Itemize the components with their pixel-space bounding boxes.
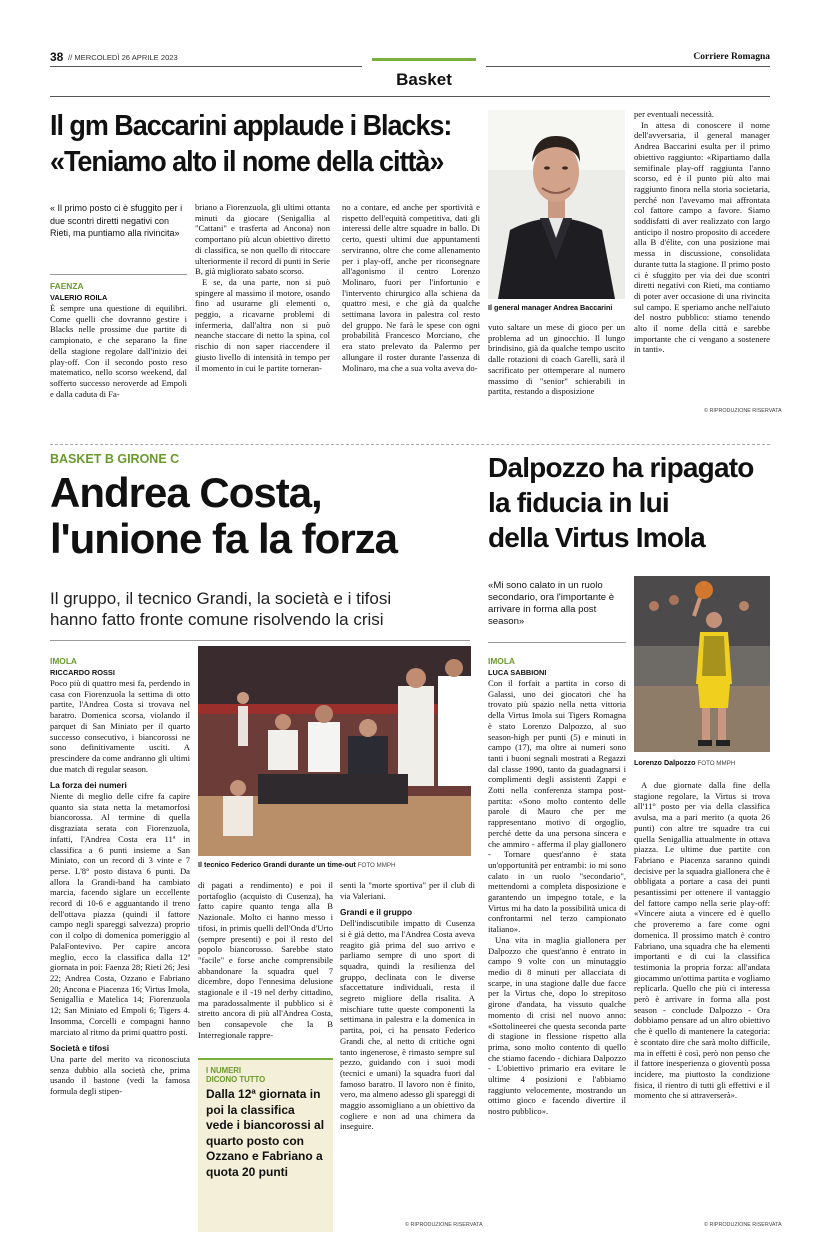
header-rule-right <box>486 66 770 67</box>
article2-subheading-group: Grandi e il gruppo <box>340 907 413 918</box>
article3-column-1: Con il forfait a partita in corso di Galassi, uno dei giocatori che ha trovato più spazio nella netta vittoria della Virtus Imola sui Tigers Romagna è stato Lorenzo Dalpozzo, al suo season-high per punti (5) e minuti in campo (17), ma oltre ai numeri sono tanti i buoni segnali mostrati a Regazzi dal classe 1990, tanto da guadagnarsi i complimenti degli assistenti Zappi e Zotti nella conferenza stampa post-partita: «Sono molto contento delle parole di Mauro che per me rappresentano motivo di orgoglio, perché dette da una persona sincera e che ammiro - afferma il play giallonero - Tornare quest'anno è stata un'opportunità per entrambi: io mi sono calato in un ruolo "secondario", mettendomi a completa disposizione e garantendo un impegno totale, e la Virtus mi ha dato la possibilità unica di confrontarmi nel terzo campionato italiano». Una vita in maglia giallonera per Dalpozzo che quest'anno è entrato in campo 9 volte con un minutaggio medio di 8 minuti per allacciata di scarpe, in una stagione dalle due facce per la Virtus che, dopo lo strepitoso girone d'andata, ha vissuto qualche momento di crisi nel nuovo anno: «Sottolineerei che questa seconda parte di stagione in flessione rispetto alla prima, sono molto contento di quello che stiamo facendo - dichiara Dalpozzo - L'obiettivo primario era evitare le ultime 4 posizioni e l'abbiamo raggiunto velocemente, mostrando un ottimo gioco e facendo divertire il nostro pubblico». <box>488 678 626 1117</box>
article2-location: IMOLA <box>50 656 77 666</box>
page-number: 38 <box>50 50 64 64</box>
numbers-box <box>198 1058 333 1232</box>
numbers-box-title: I NUMERI DICONO TUTTO <box>206 1066 266 1084</box>
article3-quote-rule <box>488 642 626 643</box>
article3-headline-line3: della Virtus Imola <box>488 522 705 553</box>
article1-column-4: vuto saltare un mese di gioco per un problema ad un ginocchio. Il lungo brindisino, già da qualche tempo uscito dalle rotazioni di coach Garelli, sarà il sacrificato per ottemperare al numero massimo di "senior" schierabili in partita, restando a disposizione <box>488 322 625 397</box>
article1-headline-line1: Il gm Baccarini applaude i Blacks: <box>50 110 452 142</box>
article2-headline-line2: l'unione fa la forza <box>50 515 398 562</box>
section-underline <box>50 96 770 97</box>
copyright-icon: © <box>405 1222 409 1228</box>
player-illustration <box>634 576 770 752</box>
article2-column-3: senti la "morte sportiva" per il club di via Valeriani. Grandi e il gruppo Dell'indiscutibile impatto di Cusenza si è già detto, ma l'Andrea Costa aveva reagito già prima del suo arrivo e parliamo sempre di uno sport di squadra, quindi la resilienza del gruppo, declinata con le diverse sfaccettature individuali, resta il segreto migliore della risalita. A mischiare tutte queste componenti la settimana in palestra e la domenica in partita, poi, ci ha pensato Federico Grandi che, al netto di critiche ogni tanto ingenerose, è rimasto sempre sul pezzo, guidando con i suoi modi (tecnici e umani) la squadra fuori dal famoso baratro. Il lavoro non è finito, vero, ma almeno adesso gli spareggi di maggio assomigliano a un obiettivo da cogliere e non ad una chimera da inseguire. <box>340 880 475 1132</box>
player-photo <box>634 576 770 752</box>
article3-quote: «Mi sono calato in un ruolo secondario, ora l'importante è arrivare in forma alla post season» <box>488 580 615 627</box>
copyright-icon: © <box>704 1222 708 1228</box>
article1-column-1: È sempre una questione di equilibri. Come quelli che dovranno gestire i Blacks nelle prossime due partite di campionato, e che separano la fine della stagione regolare dall'inizio dei play-off. Con il secondo posto reso matematico, nello scorso weekend, dal sofferto successo neroverde ad Empoli e dalla caduta di Fa- <box>50 303 187 399</box>
article3-location: IMOLA <box>488 656 515 666</box>
article3-headline <box>488 450 773 555</box>
article1-quote: « Il primo posto ci è sfuggito per i due scontri diretti negativi con Rieti, ma puntiamo alla rivincita» <box>50 203 183 238</box>
article1-author: VALERIO ROILA <box>50 293 108 302</box>
article3-photo-caption: Lorenzo Dalpozzo FOTO MMPH <box>634 758 736 767</box>
article1-location: FAENZA <box>50 281 84 291</box>
article3-headline-line2: la fiducia in lui <box>488 487 669 518</box>
article2-subheading-society: Società e tifosi <box>50 1043 110 1054</box>
article2-subheading-numbers: La forza dei numeri <box>50 780 127 791</box>
portrait-illustration <box>488 110 625 299</box>
numbers-box-text: Dalla 12ª giornata in poi la classifica vede i biancorossi al quarto posto con Ozzano e Fabriano a quota 20 punti <box>206 1087 325 1179</box>
article3-author: LUCA SABBIONI <box>488 668 547 677</box>
article2-kicker: BASKET B GIRONE C <box>50 452 180 466</box>
article2-copyright: © RIPRODUZIONE RISERVATA <box>405 1222 483 1228</box>
article-separator <box>50 444 770 446</box>
article2-author: RICCARDO ROSSI <box>50 668 115 677</box>
timeout-illustration <box>198 646 471 856</box>
article1-quote-rule <box>50 274 187 275</box>
article1-column-2: briano a Fiorenzuola, gli ultimi ottanta minuti da giocare (Senigallia al "Cattani" e trasferta ad Ancona) non comportano più alcun obiettivo diretto di classifica, se non quello di ritoccare ulteriormente il record di punti in Serie B, già migliorato sabato scorso. E se, da una parte, non si può spingere al massimo il motore, osando fino ad usurarne gli elementi o, peggio, a ricavarne problemi di infermeria, dall'altra non si può neanche staccare di netto la spina, col rischio di non saper riaccendere il giusto livello di intensità in tempo per il momento in cui le partite torneran- <box>195 202 330 373</box>
section-rule-green <box>372 58 476 61</box>
gm-portrait-photo <box>488 110 625 299</box>
article2-column-1: Poco più di quattro mesi fa, perdendo in casa con Fiorenzuola la settima di otto partite, l'Andrea Costa si trovava nel baratro. Domenica scorsa, violando il parquet di San Miniato per il quarto successo consecutivo, i biancorossi ne sono definitivamente usciti. A prescindere da come andranno gli ultimi due match di regular season. La forza dei numeri Niente di meglio delle cifre fa capire quanto sia stata netta la metamorfosi biancorossa. Al termine di quella disgraziata serata con Fiorenzuola, infatti, l'Andrea Costa era 11ª in classifica a 6 punti insieme a San Miniato, con un record di 3 vinte e 7 perse. L'8° posto distava 6 punti. Da allora la Grandi-band ha cambiato marcia, facendo siglare un eccellente record di 10-6 e agguantando il treno dell'ottava piazza (quindi il fattore campo negli spareggi salvezza) proprio con il colpo di domenica pomeriggio al PalaFontevivo. Per capire ancora meglio, ecco la classifica dalla 12ª giornata in poi: Faenza 28; Rieti 26; Jesi 22; Andrea Costa, Ozzano e Fabriano 20; Ancona e Piacenza 16; Virtus Imola, Senigallia e Matelica 14; Fiorenzuola 12; San Miniato ed Empoli 6; Tigers 4. Insomma, Corcelli e compagni hanno marciato al ritmo da primi quattro posti. Società e tifosi Una parte del merito va riconosciuta senza dubbio alla società che, prima usando il bastone (vedi la famosa formula degli stipen- <box>50 678 190 1097</box>
timeout-photo <box>198 646 471 856</box>
article2-subhead <box>50 588 480 630</box>
article1-photo-caption: Il general manager Andrea Baccarini <box>488 303 613 312</box>
article1-column-5: per eventuali necessità. In attesa di conoscere il nome dell'avversaria, il general manager Andrea Baccarini esulta per il primo obiettivo raggiunto: «Ripartiamo dalla semifinale play-off raggiunta l'anno scorso, ed è il punto più alto mai raggiunto finora nella storia societaria, perché non l'avevamo mai affrontata col fattore campo a favore. Siamo soddisfatti di aver realizzato con largo anticipo il nostro proposito di accedere alla B d'élite, con una posizione mai messa in discussione, consolidata durante tutta la stagione. Il primo posto ci è sfuggito per via dei due scontri diretti negativi con Rieti, ma contiamo di poter aver occasione di una rivincita sul campo. E speriamo anche nell'aiuto del nostro pubblico: stiamo tenendo alto il nome della città e sarebbe importante che ci vengano a sostenere in tanti». <box>634 109 770 355</box>
article1-headline <box>50 108 452 180</box>
article3-copyright: © RIPRODUZIONE RISERVATA <box>704 1222 782 1228</box>
issue-date: // MERCOLEDÌ 26 APRILE 2023 <box>68 53 178 62</box>
article2-headline-line1: Andrea Costa, <box>50 469 322 516</box>
article1-headline-line2: «Teniamo alto il nome della città» <box>50 146 444 178</box>
article2-subhead-line1: Il gruppo, il tecnico Grandi, la società e i tifosi <box>50 589 392 608</box>
article3-headline-line1: Dalpozzo ha ripagato <box>488 452 754 483</box>
header-rule-left <box>50 66 362 67</box>
article2-photo-caption: Il tecnico Federico Grandi durante un time-out FOTO MMPH <box>198 860 396 869</box>
article2-subhead-line2: hanno fatto fronte comune risolvendo la crisi <box>50 610 384 629</box>
section-title: Basket <box>396 70 452 89</box>
article2-headline <box>50 470 480 562</box>
article1-copyright: © RIPRODUZIONE RISERVATA <box>704 408 782 414</box>
article3-column-2: A due giornate dalla fine della stagione regolare, la Virtus si trova all'11° posto per via della classifica avulsa, ma a pari merito (a quota 26 punti) con altre tre squadre tra cui quella Senigallia attualmente in ottava piazza. Le ultime due partite con Fabriano e Piacenza saranno quindi decisive per la squadra giallonera che è obbligata a portare a casa dei punti pesantissimi per ottenere il vantaggio del fattore campo nella serie play-off: «Vincere aiuta a vincere ed è quello che proveremo a fare come ogni domenica. Il prossimo match è contro Fabriano, una squadra che ha elementi importanti e di cui la classifica testimonia la propria forza: all'andata giocammo un'ottima partita e vogliamo replicarla. Quello che più ci interessa però è arrivare in forma alla post season - conclude Dalpozzo - Ora dobbiamo pensare ad un altro obiettivo che è quello di mantenere la categoria: è scontato dire che sarà molto difficile, ma in effetti è così, però non penso che il fattore inesperienza o gioventù possa incidere, ma piuttosto la condizione fisica, il rientro di tutti gli effettivi e il momento che si attraverserà». <box>634 780 770 1101</box>
newspaper-name: Corriere Romagna <box>693 52 770 62</box>
article2-column-2: di pagati a rendimento) e poi il portafoglio (acquisto di Cusenza), ha fatto capire quanto tenga alla B Nazionale. Molto ci hanno messo i tifosi, in primis quelli dell'Onda d'Urto (sempre presenti) e poi il resto del popolo biancorosso. Sarebbe stato "facile" e forse anche comprensibile abbandonare la squadra quel 7 dicembre, dopo l'ennesima delusione stagionale e il -19 nel derby cittadino, ma paradossalmente il pubblico si è stretto ancora di più all'Andrea Costa, ben consapevole che la B Interregionale rappre- <box>198 880 333 1040</box>
copyright-icon: © <box>704 408 708 414</box>
article1-column-3: no a contare, ed anche per sportività e rispetto dell'equità competitiva, dati gli interessi delle altre squadre in ballo. Di certo, questi ultimi due appuntamenti serviranno, oltre che come allenamento per i play-off, anche per riconsegnare all'agonismo il centro Lorenzo Molinaro, fuori per l'infortunio e l'intervento chirurgico alla schiena da quattro mesi, e che già da qualche settimana lavora in palestra col resto del gruppo. Ne farà le spese con ogni probabilità Francesco Morciano, che era stato prelevato da Palermo per allungare il roster durante l'assenza di Molinaro, ma che a sua volta aveva do- <box>342 202 480 373</box>
article2-subhead-rule <box>50 640 470 641</box>
